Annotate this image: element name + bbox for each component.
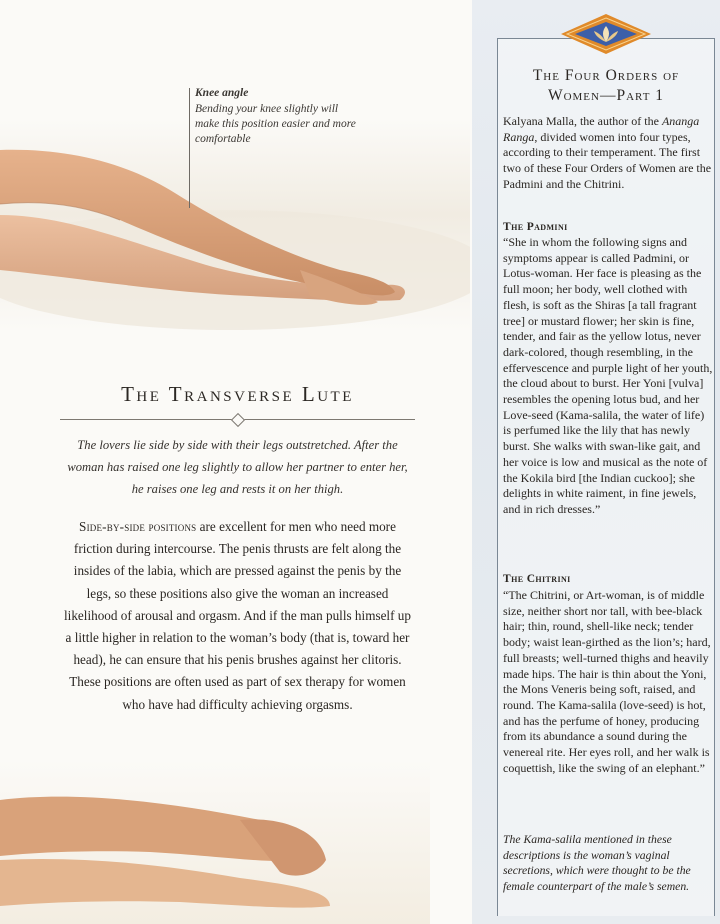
padmini-text: “She in whom the following signs and symptoms appear is called Padmini, or Lotus-woman. Her face is pleasing as the full moon; her body, well clothed with flesh, is soft as the Shiras [a tall fragrant tree] or mustard flower; her skin is fine, tender, and fair as the yellow lotus, never dark-colored, though resembling, in the effervescence and purple light of her youth, the cloud about to burst. Her Yoni [vulva] resembles the opening lotus bud, and her Love-seed (Kama-salila, the water of life) is perfumed like the lily that has newly burst. She walks with swan-like gait, and her voice is low and musical as the note of the Kokila bird [the Indian cuckoo]; she delights in white raiment, in fine jewels, and in rich dresses.” [503, 235, 713, 516]
article-title: The Transverse Lute [121, 382, 354, 406]
article-intro: The lovers lie side by side with their legs outstretched. After the woman has raised one leg slightly to allow her partner to enter her, he raises one leg and rests it on her thigh. [67, 438, 408, 496]
legs-illustration-top [0, 120, 470, 330]
sidebar-title [497, 66, 715, 106]
diamond-ornament-icon [231, 413, 245, 427]
chitrini-text: “The Chitrini, or Art-woman, is of middle size, neither short nor tall, with bee-black hair; thin, round, shell-like neck; tender body; waist lean-girthed as the lion’s; hard, full breasts; well-turned thighs and heavily made hips. The hair is thin about the Yoni, the Mons Veneris being soft, raised, and round. The Kama-salila (love-seed) is hot, and has the perfume of honey, producing from its abundance a sound during the venereal rite. Her eyes roll, and her walk is coquettish, like the swing of an elephant.” [503, 588, 711, 775]
sidebar-intro [503, 114, 713, 193]
article-body [60, 516, 415, 716]
callout-knee-angle [195, 86, 365, 147]
sidebar-intro-after: , divided women into four types, according to their temperament. The first two of these Four Orders of Women are the Padmini and the Chitrini. [503, 129, 712, 191]
lotus-emblem-icon [561, 14, 651, 54]
sidebar-title-line1: The Four Orders of [532, 67, 680, 84]
heading-chitrini: The Chitrini [503, 573, 571, 585]
legs-illustration-bottom [0, 760, 430, 924]
article-body-rest: are excellent for men who need more friction during intercourse. The penis thrusts are felt along the insides of the labia, which are pressed against the penis by the legs, so these positions also give the woman an increased likelihood of arousal and orgasm. And if the man pulls himself up a little higher in relation to the woman’s body (that is, toward her head), he can ensure that his penis brushes against her clitoris. These positions are often used as part of sex therapy for women who have had difficulty achieving orgasms. [64, 519, 411, 712]
sidebar-intro-book: Ananga Ranga [503, 114, 700, 144]
sidebar-title-line2: Women—Part 1 [547, 87, 665, 104]
sidebar-note: The Kama-salila mentioned in these descriptions is the woman’s vaginal secretions, which were thought to be the female counterpart of the male’s semen. [503, 833, 691, 894]
callout-text: Bending your knee slightly will make this position easier and more comfortable [195, 103, 356, 145]
sidebar-intro-before: Kalyana Malla, the author of the [503, 114, 662, 128]
callout-title: Knee angle [195, 87, 249, 99]
photo-legs-bottom [0, 760, 430, 924]
callout-leader-line [189, 88, 190, 208]
article-body-lead: Side-by-side positions [79, 519, 197, 534]
heading-padmini: The Padmini [503, 221, 568, 233]
photo-legs-top [0, 120, 470, 330]
